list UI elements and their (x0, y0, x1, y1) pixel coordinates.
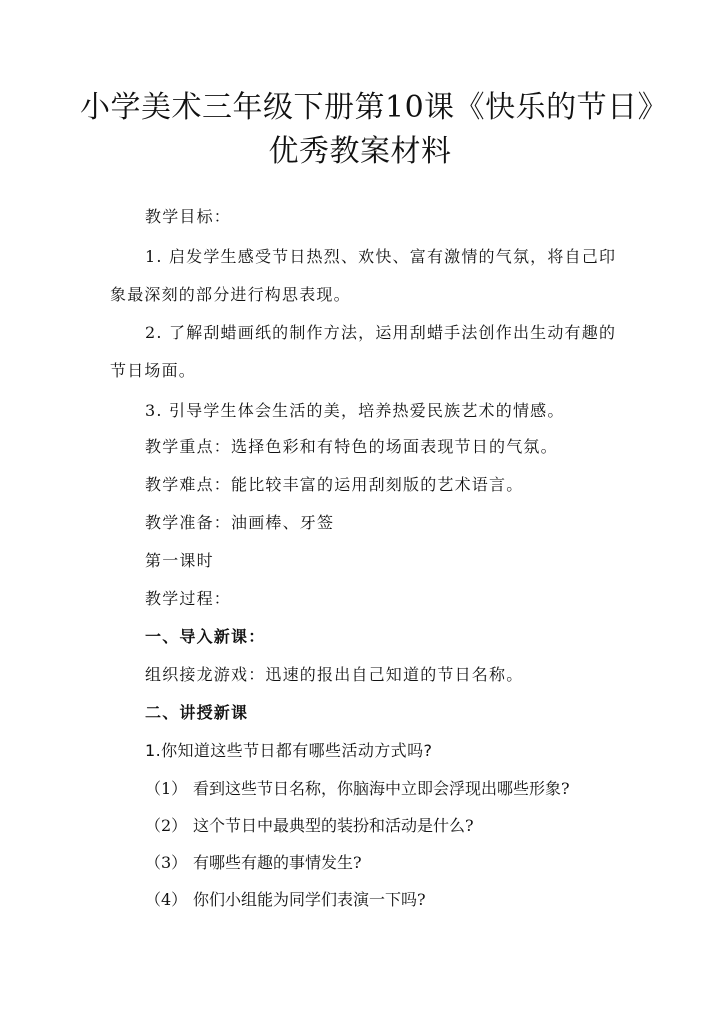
list-item-number: （4） (145, 890, 188, 909)
list-item (145, 852, 362, 874)
list-item-text: 你们小组能为同学们表演一下吗? (193, 890, 426, 909)
key-point: 教学重点：选择色彩和有特色的场面表现节日的气氛。 (145, 437, 558, 456)
objectives-heading: 教学目标： (145, 207, 232, 226)
lesson-period: 第一课时 (145, 551, 214, 570)
difficulty: 教学难点：能比较丰富的运用刮刻版的艺术语言。 (145, 475, 524, 494)
section-1-heading: 一、导入新课： (145, 627, 266, 646)
document-title-line-1: 小学美术三年级下册第10课《快乐的节日》 (80, 90, 669, 125)
document-title-line-2: 优秀教案材料 (268, 134, 452, 169)
list-item-text: 有哪些有趣的事情发生? (193, 853, 362, 872)
list-item (145, 815, 474, 837)
objective-1-line-1: 1. 启发学生感受节日热烈、欢快、富有激情的气氛，将自己印 (145, 247, 617, 266)
list-item-number: （3） (145, 853, 188, 872)
objective-3: 3. 引导学生体会生活的美，培养热爱民族艺术的情感。 (145, 401, 565, 420)
section-2-heading: 二、讲授新课 (145, 703, 249, 722)
list-item-text: 看到这些节日名称，你脑海中立即会浮现出哪些形象? (193, 779, 570, 798)
list-item-text: 这个节日中最典型的装扮和活动是什么? (193, 816, 474, 835)
list-item-number: （1） (145, 779, 188, 798)
objective-2-line-2: 节日场面。 (110, 361, 197, 380)
section-1-text: 组织接龙游戏：迅速的报出自己知道的节日名称。 (145, 665, 524, 684)
objective-2-line-1: 2. 了解刮蜡画纸的制作方法，运用刮蜡手法创作出生动有趣的 (145, 323, 617, 342)
list-item (145, 778, 570, 800)
list-item (145, 889, 426, 911)
preparation: 教学准备：油画棒、牙签 (145, 513, 335, 532)
process-heading: 教学过程： (145, 589, 232, 608)
list-item-number: （2） (145, 816, 188, 835)
section-2-question: 1.你知道这些节日都有哪些活动方式吗? (145, 741, 433, 760)
objective-1-line-2: 象最深刻的部分进行构思表现。 (110, 285, 351, 304)
